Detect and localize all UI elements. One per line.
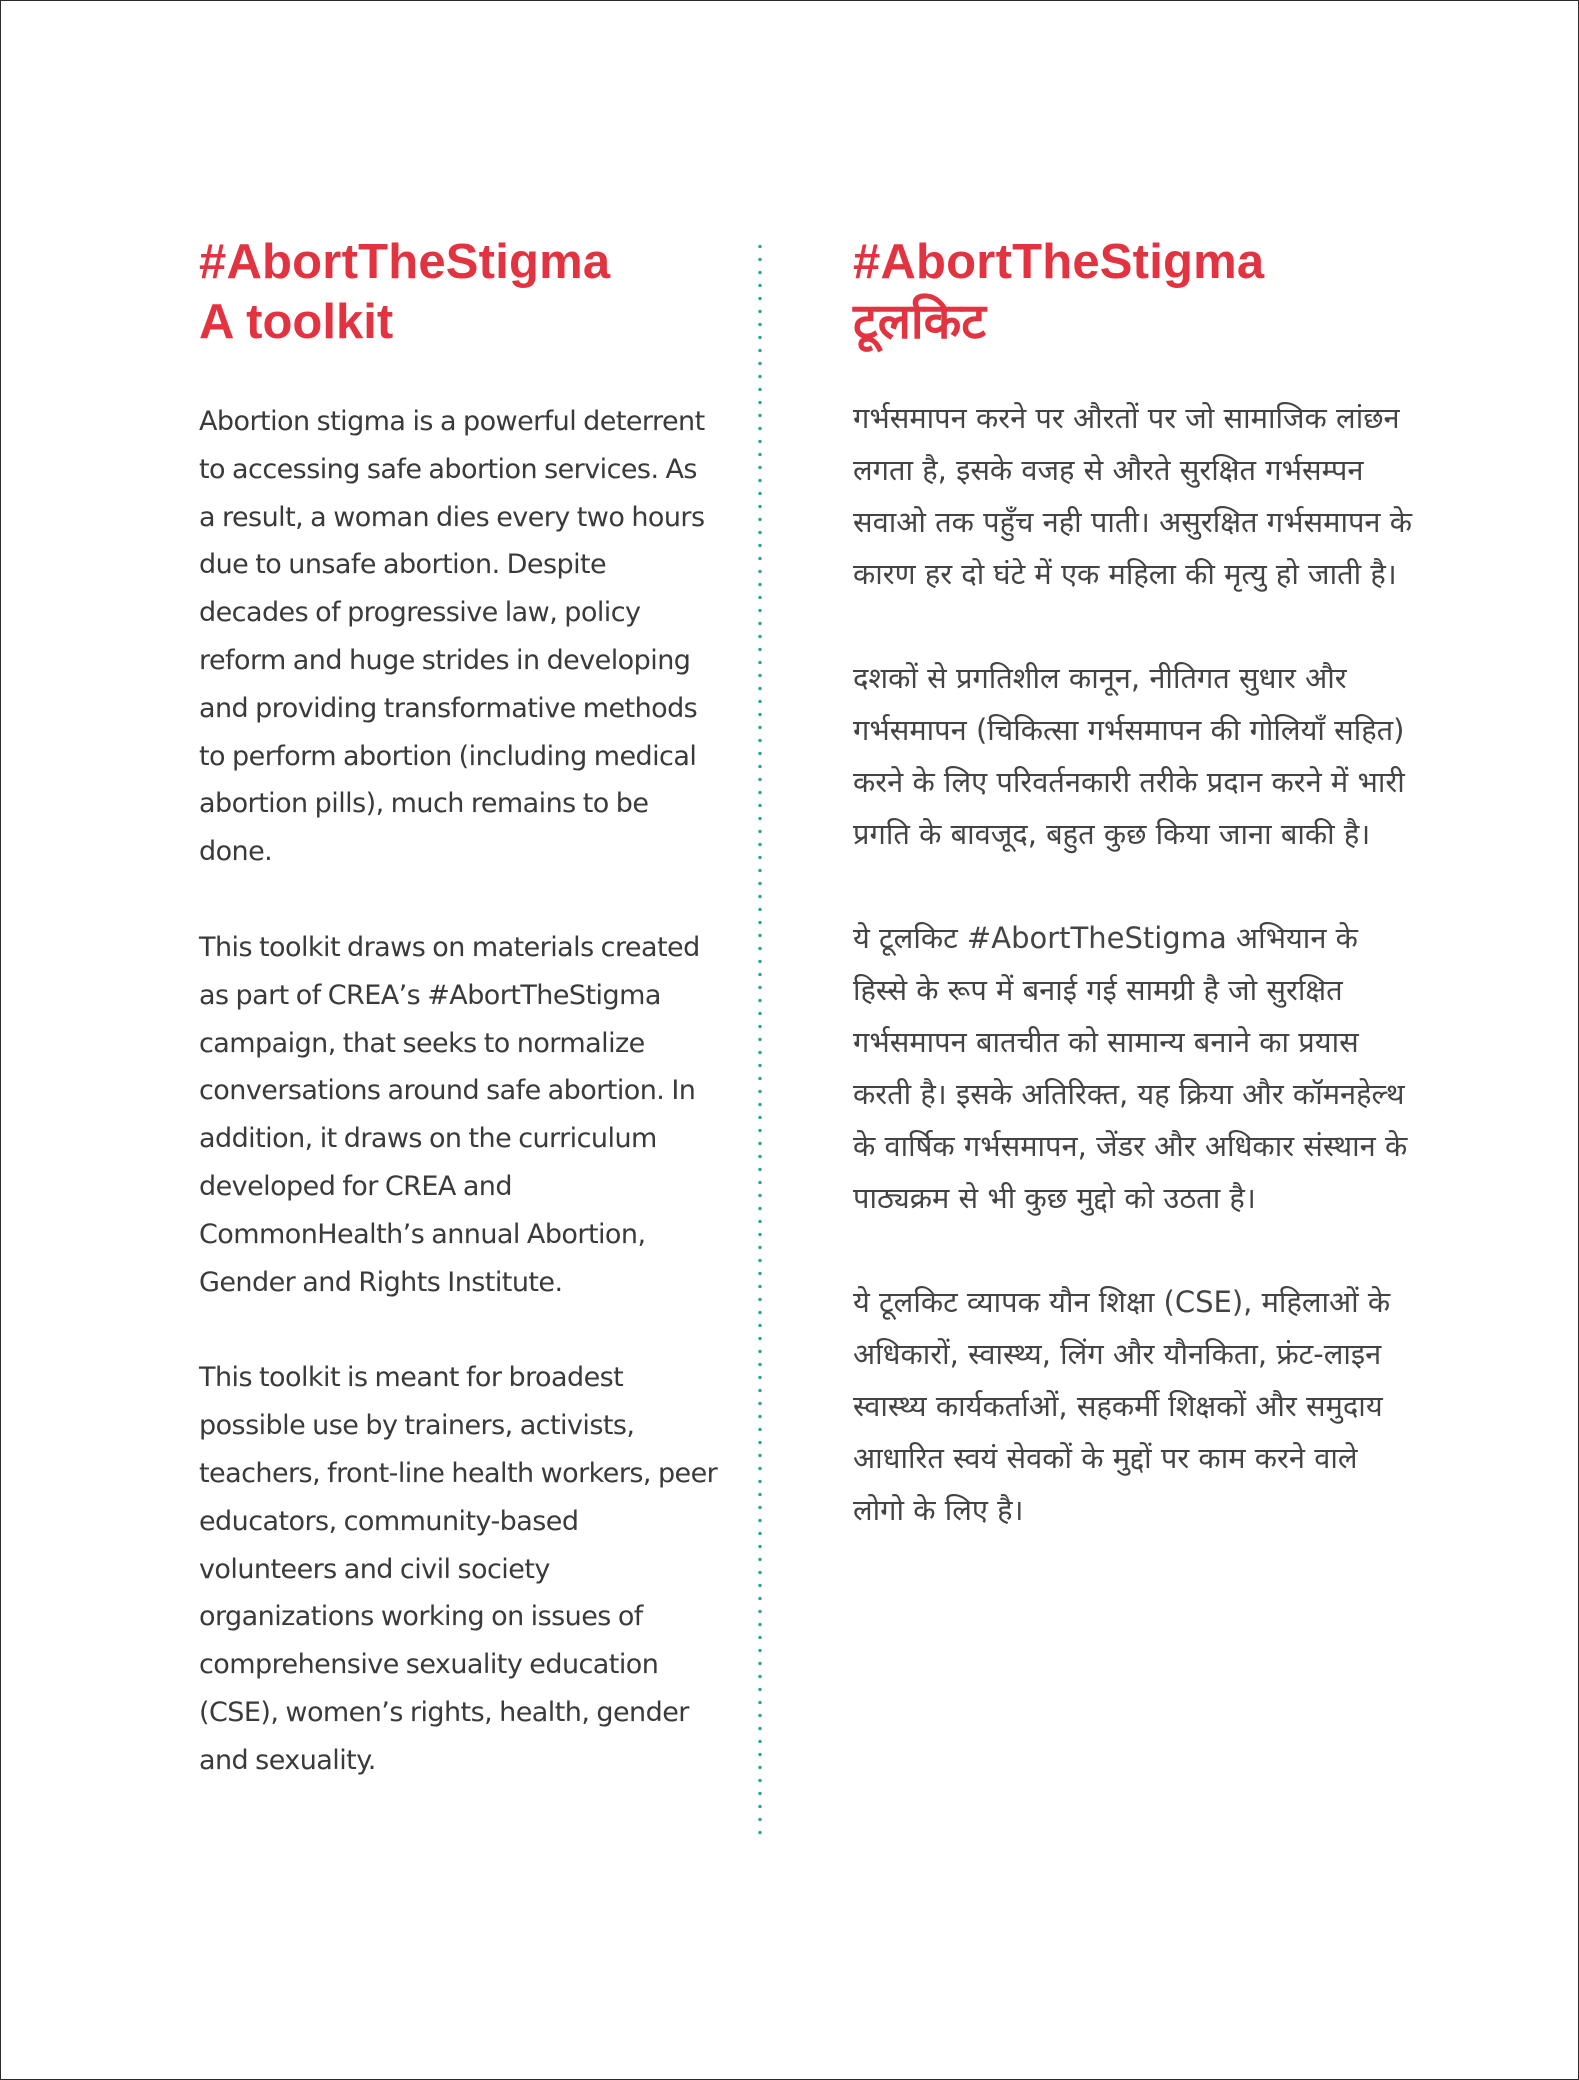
hindi-paragraph-4: ये टूलकिट व्यापक यौन शिक्षा (CSE), महिलाओं के अधिकारों, स्वास्थ्य, लिंग और यौनकिता, फ्रंट-लाइन स्वास्थ्य कार्यकर्ताओं, सहकर्मी शिक्षकों और समुदाय आधारित स्वयं सेवकों के मुद्दों पर काम करने वाले लोगो के लिए है। xyxy=(853,1285,1391,1527)
hindi-column xyxy=(853,232,1413,1588)
dotted-column-divider xyxy=(758,240,762,1840)
hindi-paragraph-2: दशकों से प्रगतिशील कानून, नीतिगत सुधार और गर्भसमापन (चिकित्सा गर्भसमापन की गोलियाँ सहित) करने के लिए परिवर्तनकारी तरीके प्रदान करने में भारी प्रगति के बावजूद, बहुत कुछ किया जाना बाकी है। xyxy=(853,661,1405,851)
hindi-paragraph-1: गर्भसमापन करने पर औरतों पर जो सामाजिक लांछन लगता है, इसके वजह से औरते सुरक्षित गर्भसम्पन सवाओ तक पहुँच नही पाती। असुरक्षित गर्भसमापन के कारण हर दो घंटे में एक महिला की मृत्यु हो जाती है। xyxy=(853,401,1413,591)
english-paragraph-3: This toolkit is meant for broadest possible use by trainers, activists, teachers, front-line health workers, peer educators, community-based volunteers and civil society organizations working on issues of comprehensive sexuality education (CSE), women’s rights, health, gender and sexuality. xyxy=(199,1362,718,1776)
english-paragraph-1: Abortion stigma is a powerful deterrent to accessing safe abortion services. As a result, a woman dies every two hours due to unsafe abortion. Despite decades of progressive law, policy reform and huge strides in developing and providing transformative methods to perform abortion (including medical abortion pills), much remains to be done. xyxy=(199,406,705,868)
hindi-body xyxy=(853,392,1413,1536)
english-title: #AbortTheStigma xyxy=(199,235,611,289)
hindi-paragraph-3: ये टूलकिट #AbortTheStigma अभियान के हिस्से के रूप में बनाई गई सामग्री है जो सुरक्षित गर्भसमापन बातचीत को सामान्य बनाने का प्रयास करती है। इसके अतिरिक्त, यह क्रिया और कॉमनहेल्थ के वार्षिक गर्भसमापन, जेंडर और अधिकार संस्थान के पाठ्यक्रम से भी कुछ मुद्दो को उठता है। xyxy=(853,921,1408,1215)
english-body xyxy=(199,398,719,1785)
english-paragraph-2: This toolkit draws on materials created as part of CREA’s #AbortTheStigma campaign, that seeks to normalize conversations around safe abortion. In addition, it draws on the curriculum developed for CREA and CommonHealth’s annual Abortion, Gender and Rights Institute. xyxy=(199,931,700,1298)
hindi-subtitle: टूलकिट xyxy=(853,295,986,349)
hindi-title: #AbortTheStigma xyxy=(853,235,1265,289)
english-subtitle: A toolkit xyxy=(199,295,394,349)
english-column xyxy=(199,232,719,1833)
